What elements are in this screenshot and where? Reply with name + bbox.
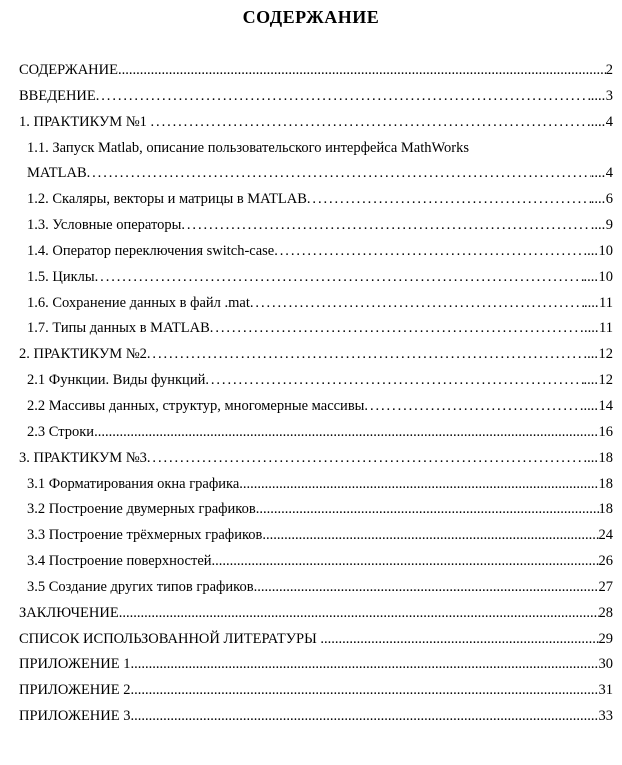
toc-page-number: 11 bbox=[599, 294, 613, 311]
toc-row bbox=[19, 342, 613, 368]
toc-row bbox=[19, 394, 613, 420]
toc-row bbox=[19, 704, 613, 730]
toc-row bbox=[19, 291, 613, 317]
toc-entry-label: ПРИЛОЖЕНИЕ 1 bbox=[19, 656, 131, 673]
dot-leader-tail bbox=[591, 213, 606, 239]
toc-entry-label: ЗАКЛЮЧЕНИЕ bbox=[19, 604, 119, 621]
toc-row bbox=[19, 472, 613, 498]
toc-row bbox=[19, 678, 613, 704]
toc-entry-label: 3.1 Форматирования окна графика bbox=[27, 475, 240, 492]
dot-leader bbox=[130, 652, 598, 678]
toc-entry-label: 1.4. Оператор переключения switch-case bbox=[27, 242, 275, 259]
dot-leader-tail bbox=[584, 265, 599, 291]
toc-entry-label: ВВЕДЕНИЕ bbox=[19, 87, 96, 104]
toc-row bbox=[19, 601, 613, 627]
toc-page-number: 29 bbox=[598, 630, 613, 647]
toc-page-number: 6 bbox=[605, 191, 613, 208]
dot-leader bbox=[130, 704, 598, 730]
dot-leader bbox=[95, 265, 584, 291]
toc-page-number: 26 bbox=[598, 553, 613, 570]
toc-entry-label: 1.7. Типы данных в MATLAB bbox=[27, 320, 210, 337]
toc-entry-label: 2. ПРАКТИКУМ №2 bbox=[19, 346, 147, 363]
toc-page-number: 33 bbox=[598, 708, 613, 725]
toc-row bbox=[19, 58, 613, 84]
toc-row bbox=[19, 446, 613, 472]
toc-page-number: 16 bbox=[598, 423, 613, 440]
dot-leader bbox=[87, 161, 591, 187]
toc-entry-label: 3.5 Создание других типов графиков bbox=[27, 578, 254, 595]
toc-page-number: 14 bbox=[598, 397, 613, 414]
dot-leader bbox=[212, 549, 599, 575]
dot-leader bbox=[262, 523, 598, 549]
dot-leader bbox=[256, 497, 599, 523]
dot-leader-tail bbox=[584, 316, 599, 342]
toc-list bbox=[19, 58, 613, 730]
toc-entry-label: ПРИЛОЖЕНИЕ 2 bbox=[19, 682, 131, 699]
toc-entry-label: 1.2. Скаляры, векторы и матрицы в MATLAB bbox=[27, 191, 307, 208]
toc-entry-label: 3.4 Построение поверхностей bbox=[27, 553, 212, 570]
dot-leader-tail bbox=[584, 291, 599, 317]
toc-entry-label: 1.5. Циклы bbox=[27, 268, 95, 285]
dot-leader-tail bbox=[584, 342, 599, 368]
toc-entry-label: 2.2 Массивы данных, структур, многомерные массивы bbox=[27, 397, 365, 414]
toc-row bbox=[19, 187, 613, 213]
dot-leader bbox=[205, 368, 583, 394]
toc-entry-label: СОДЕРЖАНИЕ bbox=[19, 62, 118, 78]
toc-row bbox=[19, 136, 613, 162]
toc-row bbox=[19, 316, 613, 342]
dot-leader bbox=[96, 84, 591, 110]
toc-page-number: 24 bbox=[598, 527, 613, 544]
toc-row bbox=[19, 627, 613, 653]
dot-leader bbox=[250, 291, 584, 317]
toc-page-number: 18 bbox=[598, 501, 613, 518]
dot-leader bbox=[130, 678, 598, 704]
dot-leader bbox=[181, 213, 590, 239]
toc-row bbox=[19, 420, 613, 446]
toc-row bbox=[19, 84, 613, 110]
dot-leader-tail bbox=[584, 368, 599, 394]
toc-page-number: 9 bbox=[605, 217, 613, 234]
toc-entry-label: MATLAB bbox=[27, 165, 87, 182]
page-title: СОДЕРЖАНИЕ bbox=[242, 7, 380, 27]
toc-entry-label: 1.6. Сохранение данных в файл .mat bbox=[27, 294, 250, 311]
toc-page-number: 18 bbox=[598, 449, 613, 466]
toc-page-number: 10 bbox=[598, 268, 613, 285]
dot-leader bbox=[320, 627, 598, 653]
toc-row bbox=[19, 497, 613, 523]
toc-entry-label: 3. ПРАКТИКУМ №3 bbox=[19, 449, 147, 466]
dot-leader bbox=[147, 342, 584, 368]
dot-leader bbox=[239, 472, 598, 498]
toc-entry-label: 3.2 Построение двумерных графиков bbox=[27, 501, 256, 518]
toc-entry-label: 2.1 Функции. Виды функций bbox=[27, 372, 206, 389]
dot-leader bbox=[210, 316, 584, 342]
toc-row bbox=[19, 652, 613, 678]
toc-row bbox=[19, 523, 613, 549]
dot-leader bbox=[151, 110, 591, 136]
toc-entry-label: СПИСОК ИСПОЛЬЗОВАННОЙ ЛИТЕРАТУРЫ bbox=[19, 630, 321, 647]
dot-leader bbox=[119, 601, 599, 627]
toc-page-number: 3 bbox=[605, 87, 613, 104]
toc-entry-label: 1. ПРАКТИКУМ №1 bbox=[19, 113, 151, 130]
toc-row bbox=[19, 368, 613, 394]
toc-page-number: 12 bbox=[598, 372, 613, 389]
dot-leader bbox=[364, 394, 583, 420]
toc-row bbox=[19, 575, 613, 601]
toc-row bbox=[19, 213, 613, 239]
dot-leader bbox=[307, 187, 591, 213]
toc-page-number: 12 bbox=[598, 346, 613, 363]
toc-page-number: 30 bbox=[598, 656, 613, 673]
dot-leader-tail bbox=[584, 394, 599, 420]
toc-row bbox=[19, 239, 613, 265]
toc-row bbox=[19, 549, 613, 575]
dot-leader-tail bbox=[584, 239, 599, 265]
dot-leader-tail bbox=[591, 161, 606, 187]
toc-page-number: 31 bbox=[598, 682, 613, 699]
dot-leader bbox=[147, 446, 584, 472]
toc-entry-label: 3.3 Построение трёхмерных графиков bbox=[27, 527, 263, 544]
dot-leader bbox=[94, 420, 598, 446]
toc-page-number: 10 bbox=[598, 242, 613, 259]
toc-entry-label: 2.3 Строки bbox=[27, 423, 95, 440]
toc-entry-label: ПРИЛОЖЕНИЕ 3 bbox=[19, 708, 131, 725]
toc-page-number: 4 bbox=[605, 165, 613, 182]
dot-leader-tail bbox=[591, 110, 606, 136]
dot-leader bbox=[118, 58, 606, 84]
toc-page-number: 11 bbox=[599, 320, 613, 337]
toc-row bbox=[19, 161, 613, 187]
toc-page-number: 2 bbox=[605, 62, 613, 78]
toc-page-number: 27 bbox=[598, 578, 613, 595]
toc-entry-label: 1.1. Запуск Matlab, описание пользовательского интерфейса MathWorks bbox=[27, 139, 469, 156]
dot-leader-tail bbox=[591, 187, 606, 213]
dot-leader-tail bbox=[584, 446, 599, 472]
toc-page-number: 18 bbox=[598, 475, 613, 492]
toc-page-number: 28 bbox=[598, 604, 613, 621]
dot-leader-tail bbox=[591, 84, 606, 110]
dot-leader bbox=[274, 239, 583, 265]
toc-row bbox=[19, 110, 613, 136]
toc-entry-label: 1.3. Условные операторы bbox=[27, 217, 182, 234]
toc-page-number: 4 bbox=[605, 113, 613, 130]
toc-row bbox=[19, 265, 613, 291]
dot-leader bbox=[254, 575, 599, 601]
